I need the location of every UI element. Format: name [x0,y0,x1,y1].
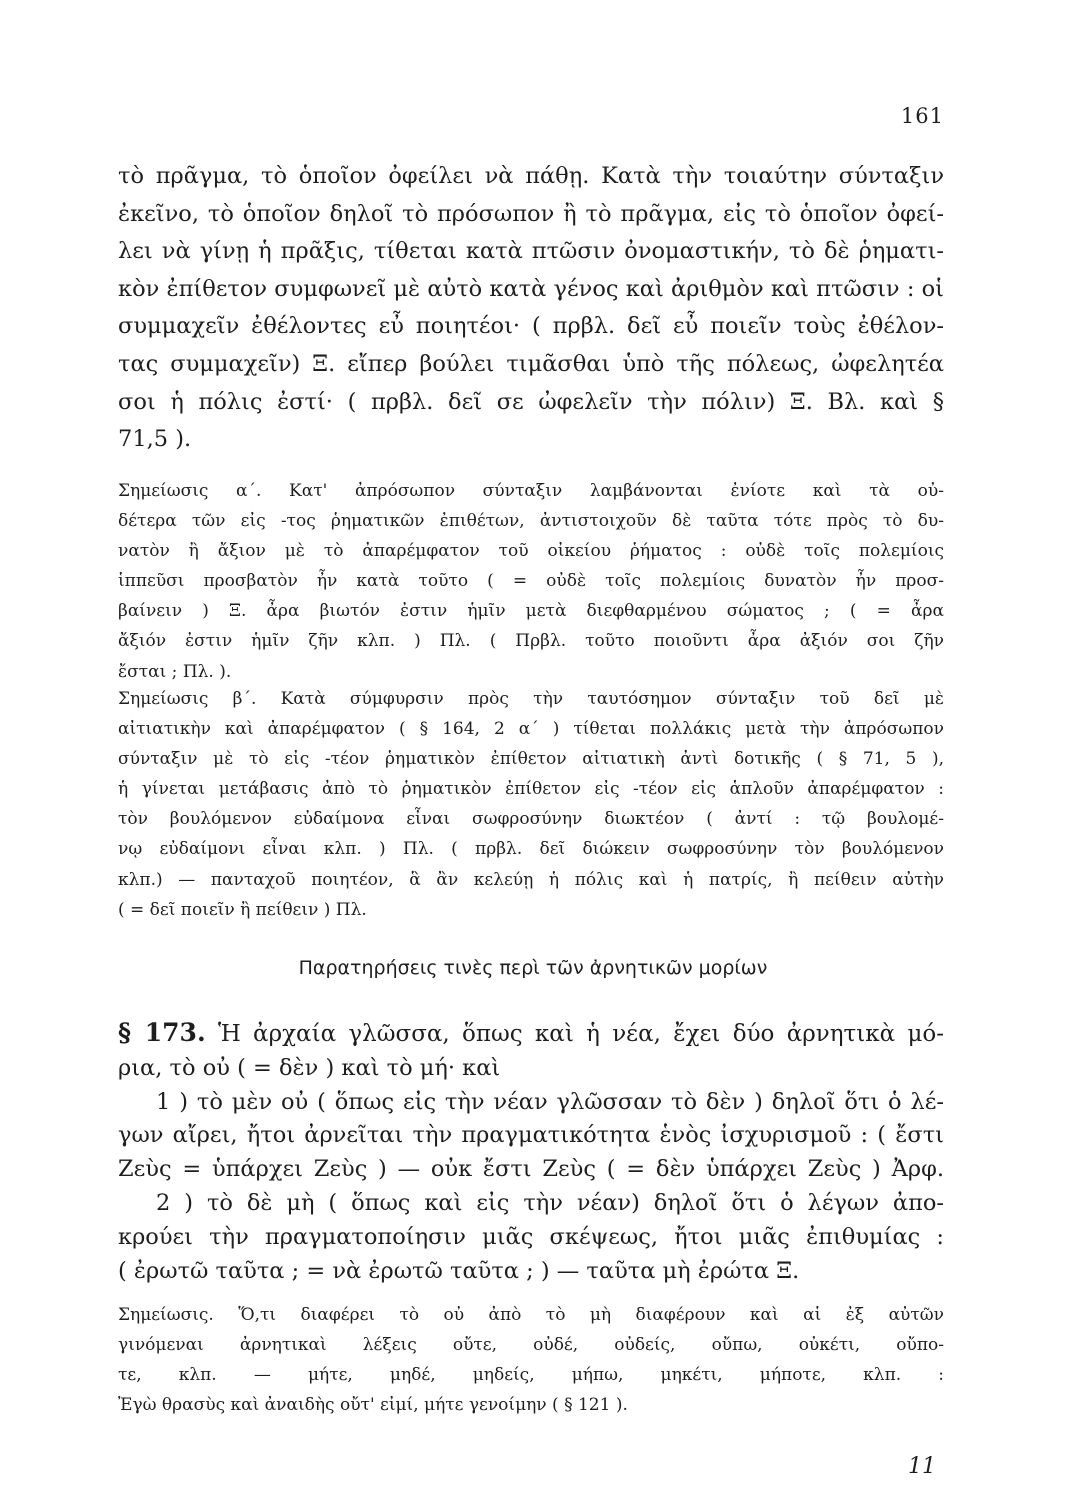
text-line: γων αἴρει, ἤτοι ἀρνεῖται τὴν πραγματικότητα ἑνὸς ἰσχυρισμοῦ : ( ἔστι [118,1122,944,1149]
text-line: τὸν βουλόμενον εὐδαίμονα εἶναι σωφροσύνην διωκτέον ( ἀντί : τῷ βουλομέ- [118,809,944,830]
text-line: ( ἐρωτῶ ταῦτα ; = νὰ ἐρωτῶ ταῦτα ; ) — ταῦτα μὴ ἐρώτα Ξ. [118,1257,800,1284]
page-number: 161 [900,104,944,128]
text-line: ἱππεῦσι προσβατὸν ἦν κατὰ τοῦτο ( = οὐδὲ τοῖς πολεμίοις δυνατὸν ἦν προσ- [118,571,944,592]
footer-signature-mark: 11 [908,1454,936,1479]
section-heading: Παρατηρήσεις τινὲς περὶ τῶν ἀρνητικῶν μορίων [298,957,768,979]
text-line: αἰτιατικὴν καὶ ἀπαρέμφατον ( § 164, 2 α΄ ) τίθεται πολλάκις μετὰ τὴν ἀπρόσωπον [118,719,944,740]
text-line: 1 ) τὸ μὲν οὐ ( ὅπως εἰς τὴν νέαν γλῶσσαν τὸ δὲν ) δηλοῖ ὅτι ὁ λέ- [156,1088,944,1115]
text-line: 71,5 ). [118,426,192,453]
section-first-line [118,1016,944,1052]
text-line: ρια, τὸ οὐ ( = δὲν ) καὶ τὸ μή· καὶ [118,1054,501,1081]
text-line: ἄξιόν ἐστιν ἡμῖν ζῆν κλπ. ) Πλ. ( Πρβλ. τοῦτο ποιοῦντι ἆρα ἀξιόν σοι ζῆν [118,631,944,652]
text-line: ( = δεῖ ποιεῖν ἢ πείθειν ) Πλ. [118,899,367,920]
text-line: δέτερα τῶν εἰς -τος ῥηματικῶν ἐπιθέτων, ἀντιστοιχοῦν δὲ ταῦτα τότε πρὸς τὸ δυ- [118,511,944,532]
note-alpha [118,476,944,687]
text-line: ἔσται ; Πλ. ). [118,661,232,682]
text-line: τας συμμαχεῖν) Ξ. εἴπερ βούλει τιμᾶσθαι ὑπὸ τῆς πόλεως, ὠφελητέα [118,350,944,377]
note-negatives [118,1300,944,1420]
text-line: τε, κλπ. — μήτε, μηδέ, μηδείς, μήπω, μηκέτι, μήποτε, κλπ. : [118,1365,944,1386]
text-line: γινόμεναι ἀρνητικαὶ λέξεις οὔτε, οὐδέ, οὐδείς, οὔπω, οὐκέτι, οὔπο- [118,1335,944,1356]
text-line: Σημείωσις α΄. Κατ' ἀπρόσωπον σύνταξιν λαμβάνονται ἐνίοτε καὶ τὰ οὐ- [118,481,944,501]
text-line: κλπ.) — πανταχοῦ ποιητέον, ἃ ἂν κελεύῃ ἡ πόλις καὶ ἡ πατρίς, ἢ πείθειν αὐτὴν [118,869,944,890]
note-beta [118,684,944,925]
section-number: § 173. [118,1018,206,1047]
text-line: νατὸν ἢ ἄξιον μὲ τὸ ἀπαρέμφατον τοῦ οἰκείου ῥήματος : οὐδὲ τοῖς πολεμίοις [118,541,944,562]
text-line: Ἡ ἀρχαία γλῶσσα, ὅπως καὶ ἡ νέα, ἔχει δύο ἀρνητικὰ μό- [217,1021,944,1047]
text-line: Ζεὺς = ὑπάρχει Ζεὺς ) — οὐκ ἔστι Ζεὺς ( = δὲν ὑπάρχει Ζεὺς ) Ἀρφ. [118,1156,944,1183]
text-line: νῳ εὐδαίμονι εἶναι κλπ. ) Πλ. ( πρβλ. δεῖ διώκειν σωφροσύνην τὸν βουλόμενον [118,839,944,860]
text-line: σοι ἡ πόλις ἐστί· ( πρβλ. δεῖ σε ὠφελεῖν τὴν πόλιν) Ξ. Βλ. καὶ § [118,388,944,415]
text-line: Σημείωσις β΄. Κατὰ σύμφυρσιν πρὸς τὴν ταυτόσημον σύνταξιν τοῦ δεῖ μὲ [118,689,944,709]
text-line: λει νὰ γίνῃ ἡ πρᾶξις, τίθεται κατὰ πτῶσιν ὀνομαστικήν, τὸ δὲ ῥηματι- [118,238,944,265]
text-line: κρούει τὴν πραγματοποίησιν μιᾶς σκέψεως, ἤτοι μιᾶς ἐπιθυμίας : [118,1223,944,1250]
text-line: Ἐγὼ θρασὺς καὶ ἀναιδὴς οὔτ' εἰμί, μήτε γενοίμην ( § 121 ). [118,1395,628,1416]
text-line: 2 ) τὸ δὲ μὴ ( ὅπως καὶ εἰς τὴν νέαν) δηλοῖ ὅτι ὁ λέγων ἀπο- [156,1189,944,1216]
text-line: βαίνειν ) Ξ. ἆρα βιωτόν ἐστιν ἡμῖν μετὰ διεφθαρμένου σώματος ; ( = ἆρα [118,601,944,622]
paragraph-impersonal-construction [118,158,944,459]
text-line: συμμαχεῖν ἐθέλοντες εὖ ποιητέοι· ( πρβλ. δεῖ εὖ ποιεῖν τοὺς ἐθέλον- [118,313,944,340]
text-line: ἐκεῖνο, τὸ ὁποῖον δηλοῖ τὸ πρόσωπον ἢ τὸ πρᾶγμα, εἰς τὸ ὁποῖον ὀφεί- [118,200,944,227]
section-173 [118,1016,944,1288]
text-line: ἡ γίνεται μετάβασις ἀπὸ τὸ ῥηματικὸν ἐπίθετον εἰς -τέον εἰς ἁπλοῦν ἀπαρέμφατον : [118,779,944,800]
text-line: Σημείωσις. Ὅ,τι διαφέρει τὸ οὐ ἀπὸ τὸ μὴ διαφέρουν καὶ αἱ ἐξ αὐτῶν [118,1305,944,1325]
text-line: σύνταξιν μὲ τὸ εἰς -τέον ῥηματικὸν ἐπίθετον αἰτιατικὴ ἀντὶ δοτικῆς ( § 71, 5 ), [118,749,944,770]
text-line: κὸν ἐπίθετον συμφωνεῖ μὲ αὐτὸ κατὰ γένος καὶ ἀριθμὸν καὶ πτῶσιν : οἱ [118,275,944,302]
text-line: τὸ πρᾶγμα, τὸ ὁποῖον ὀφείλει νὰ πάθῃ. Κατὰ τὴν τοιαύτην σύνταξιν [118,163,944,189]
